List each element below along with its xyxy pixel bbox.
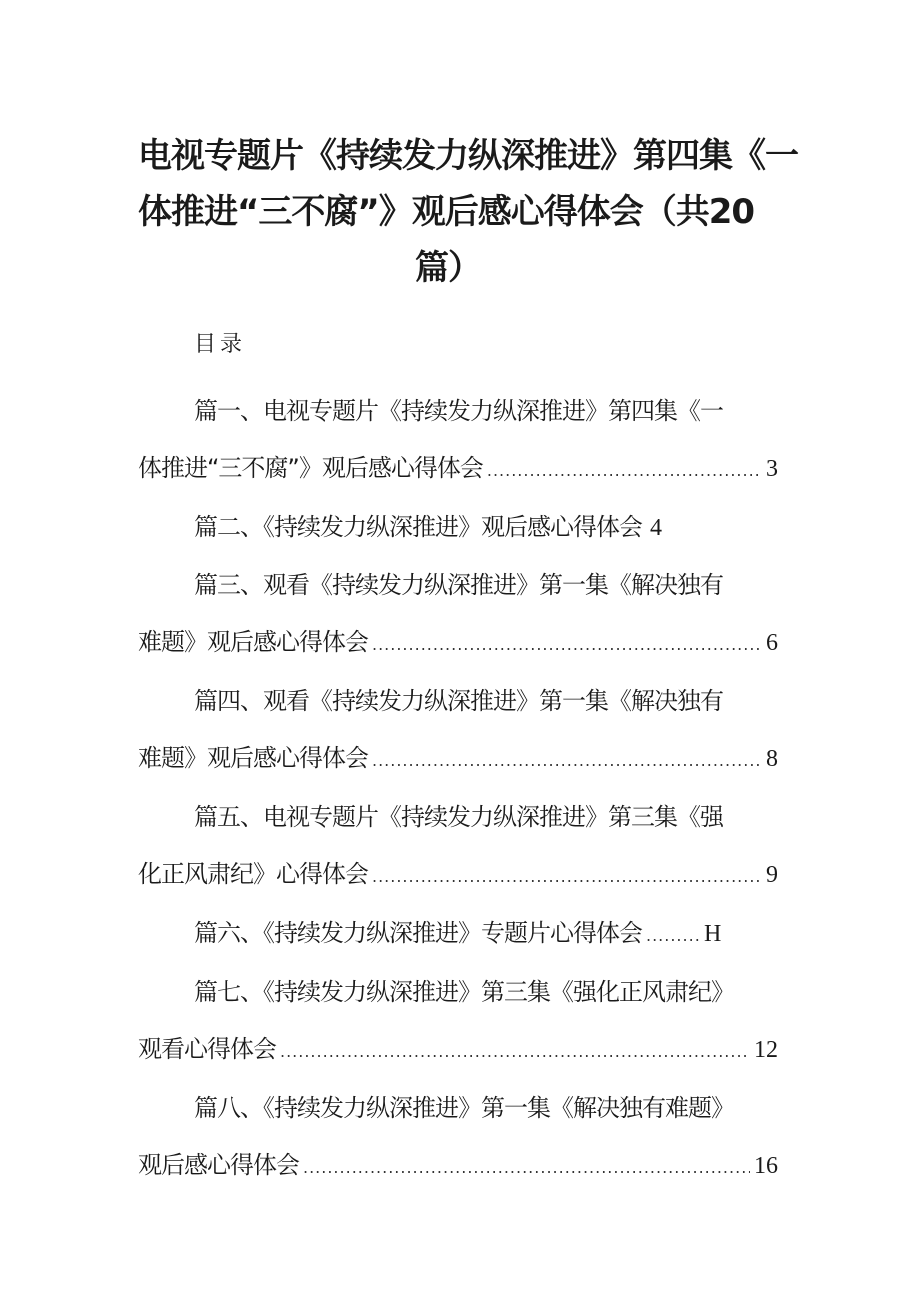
toc-leader-dots [646,907,700,964]
toc-entry-6[interactable] [138,905,778,964]
toc-entry-title-cont: 难题》观后感心得体会 [138,628,368,656]
toc-leader-dots [303,1139,750,1196]
toc-entry-8[interactable] [138,1080,778,1196]
toc-page-number: H [704,921,722,947]
toc-leader-dots [487,442,762,499]
toc-entry-7[interactable] [138,964,778,1080]
title-line-1: 电视专题片《持续发力纵深推进》第四集《一 [138,136,798,176]
toc-page-number: 12 [754,1037,778,1063]
toc-entry-title: 篇七、《持续发力纵深推进》第三集《强化正风肃纪》 [194,978,734,1006]
toc-page-number: 16 [754,1153,778,1179]
toc-entry-title: 篇二、《持续发力纵深推进》观后感心得体会 [194,513,642,541]
toc-heading: 目录 [194,332,247,357]
toc-entry-title-cont: 观后感心得体会 [138,1151,299,1179]
toc-entry-4[interactable] [138,673,778,789]
document-title [138,128,798,296]
toc-entry-5[interactable] [138,789,778,905]
toc-leader-dots [280,1023,750,1080]
title-line-2: 体推进“三不腐”》观后感心得体会（共20 [138,192,755,232]
toc-entry-1[interactable] [138,383,778,499]
toc-page-number: 8 [766,746,778,772]
toc-entry-title: 篇一、电视专题片《持续发力纵深推进》第四集《一 [194,397,723,425]
toc-entry-title-cont: 观看心得体会 [138,1035,276,1063]
toc-leader-dots [372,616,762,673]
toc-leader-dots [372,848,762,905]
toc-entry-title: 篇五、电视专题片《持续发力纵深推进》第三集《强 [194,803,723,831]
toc-page-number: 4 [650,515,662,541]
toc-leader-dots [372,732,762,789]
toc-entry-title-cont: 化正风肃纪》心得体会 [138,860,368,888]
toc-entry-title: 篇六、《持续发力纵深推进》专题片心得体会 [194,919,642,947]
toc-entry-title-cont: 难题》观后感心得体会 [138,744,368,772]
table-of-contents [138,383,778,1196]
toc-entry-2[interactable] [138,499,778,557]
toc-entry-title-cont: 体推进“三不腐”》观后感心得体会 [138,454,483,482]
toc-page-number: 9 [766,862,778,888]
toc-entry-3[interactable] [138,557,778,673]
toc-entry-title: 篇四、观看《持续发力纵深推进》第一集《解决独有 [194,687,723,715]
title-line-3: 篇） [415,248,481,288]
toc-page-number: 3 [766,456,778,482]
toc-entry-title: 篇八、《持续发力纵深推进》第一集《解决独有难题》 [194,1094,734,1122]
toc-entry-title: 篇三、观看《持续发力纵深推进》第一集《解决独有 [194,571,723,599]
toc-page-number: 6 [766,630,778,656]
